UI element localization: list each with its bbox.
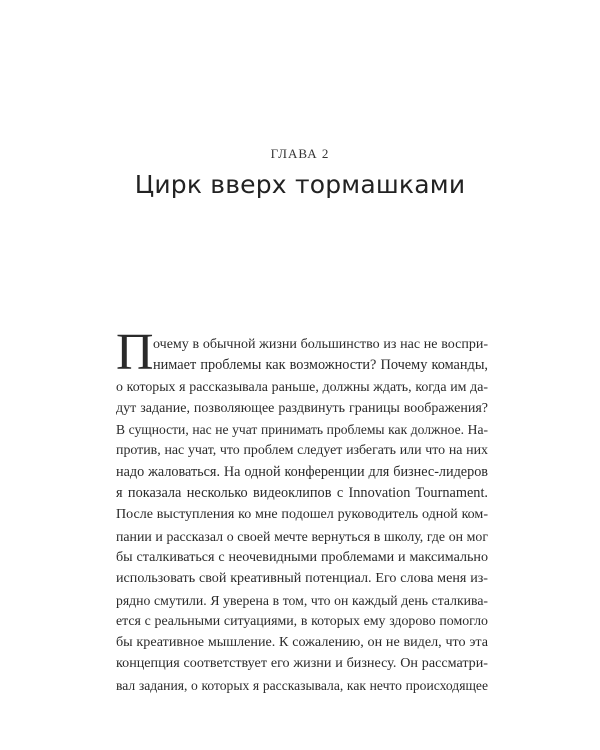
text-line: бы креативное мышление. К сожалению, он не видел, что эта xyxy=(116,634,488,651)
text-line: вал задания, о которых я рассказывала, как нечто происходящее xyxy=(116,677,488,693)
chapter-title: Цирк вверх тормашками xyxy=(134,170,466,199)
drop-cap-letter: П xyxy=(116,324,154,381)
text-line: После выступления ко мне подошел руководитель одной ком- xyxy=(116,506,488,523)
text-line: надо жаловаться. На одной конференции для бизнес-лидеров xyxy=(116,463,488,480)
text-line: дут задание, позволяющее раздвинуть границы воображения? xyxy=(116,400,488,416)
text-line: бы сталкиваться с неочевидными проблемами и максимально xyxy=(116,548,488,565)
text-line: концепция соответствует его жизни и бизнесу. Он рассматри- xyxy=(116,655,488,672)
text-line: использовать свой креативный потенциал. Его слова меня из- xyxy=(116,570,488,587)
text-line: очему в обычной жизни большинство из нас не воспри- xyxy=(153,337,488,352)
text-line: рядно смутили. Я уверена в том, что он каждый день сталкива- xyxy=(116,592,488,608)
text-line: я показала несколько видеоклипов с Innovation Tournament. xyxy=(116,485,488,502)
text-line: против, нас учат, что проблем следует избегать или что на них xyxy=(116,443,488,459)
chapter-number: ГЛАВА 2 xyxy=(270,146,330,161)
text-line: ется с реальными ситуациями, в которых ему здорово помогло xyxy=(116,613,488,629)
body-paragraph xyxy=(116,334,488,696)
text-line: нимает проблемы как возможности? Почему команды, xyxy=(153,357,488,374)
text-line: о которых я рассказывала раньше, должны ждать, когда им да- xyxy=(116,379,488,395)
text-line: В сущности, нас не учат принимать проблемы как должное. На- xyxy=(116,422,488,438)
text-line: пании и рассказал о своей мечте вернуться в школу, где он мог xyxy=(116,528,488,544)
